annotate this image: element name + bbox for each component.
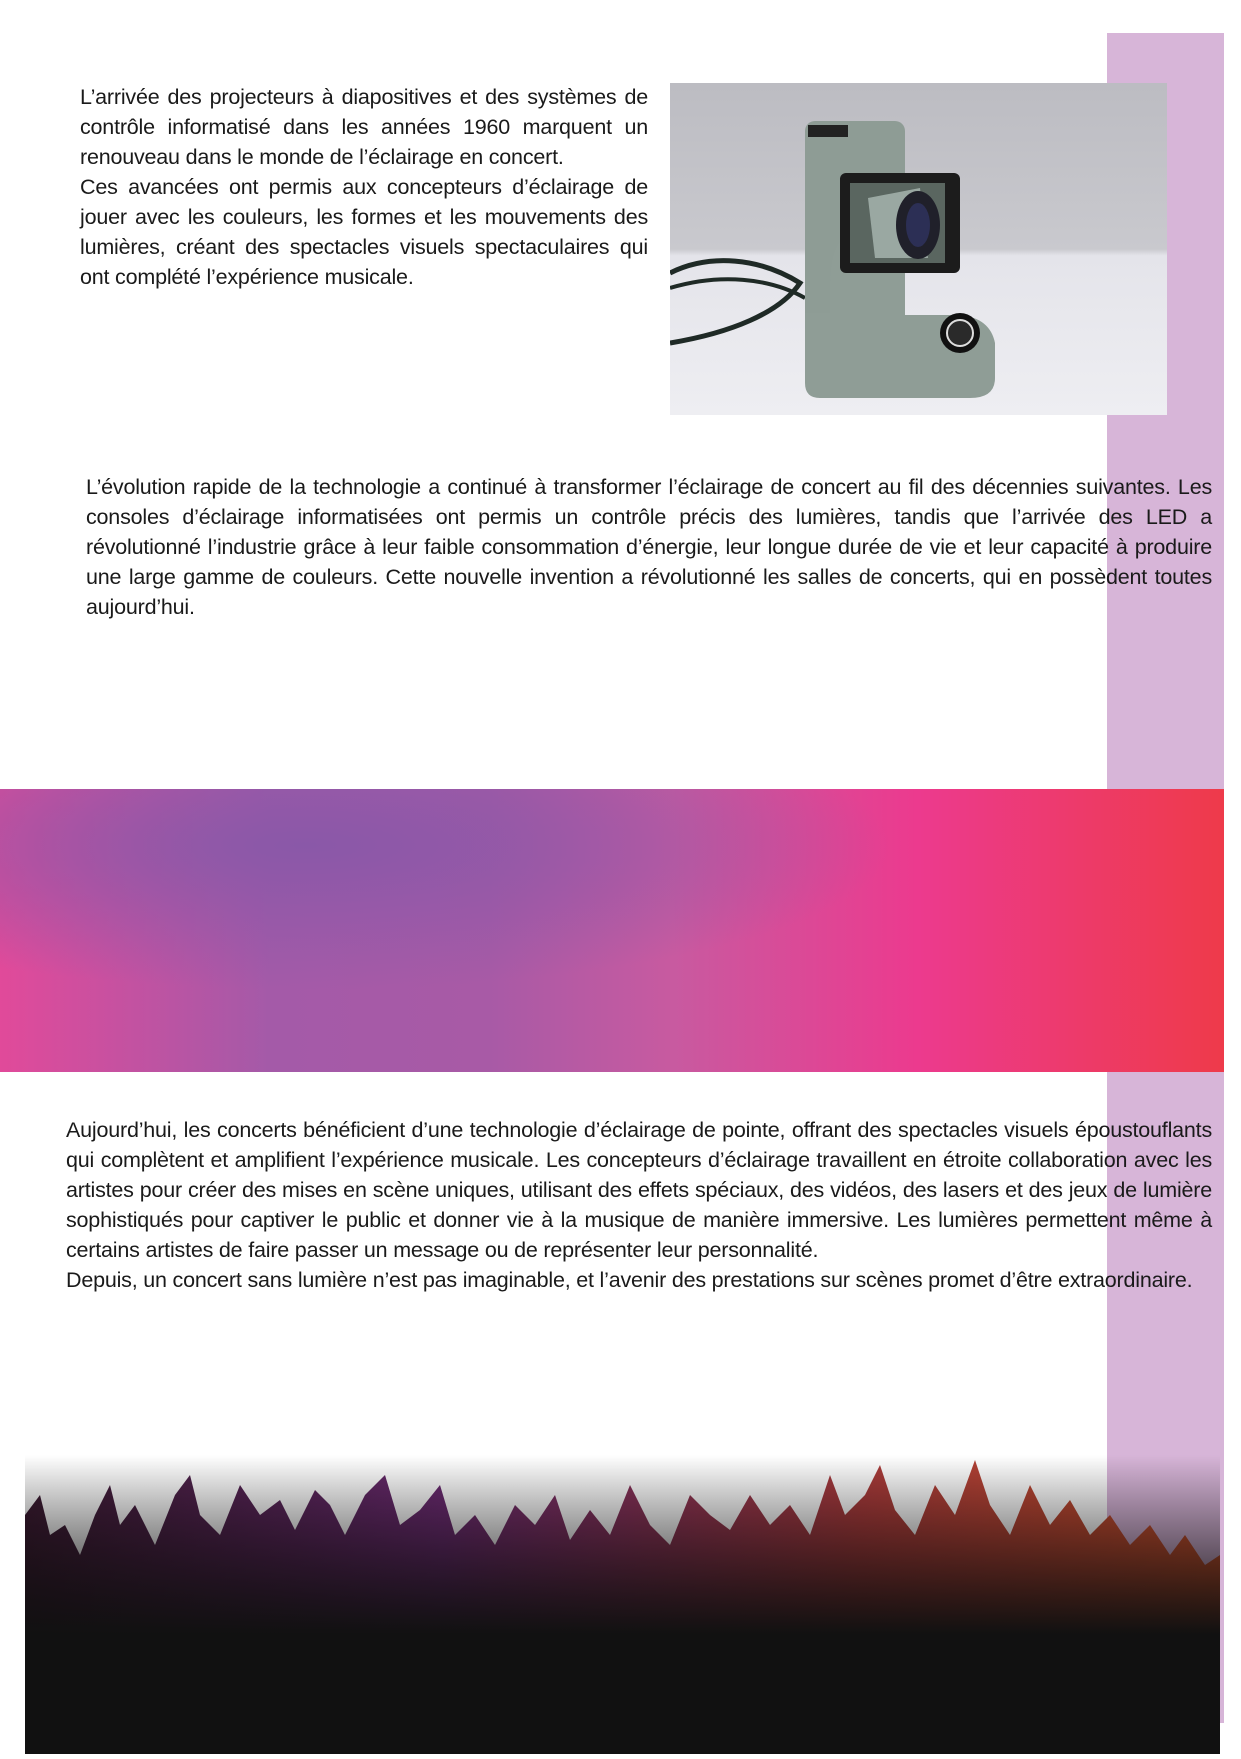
gradient-color-band — [0, 789, 1224, 1072]
modern-concerts-text-block — [66, 1115, 1212, 1295]
paragraph: Depuis, un concert sans lumière n’est pas imaginable, et l’avenir des prestations sur scènes promet d’être extraordinaire. — [66, 1268, 1193, 1292]
paragraph: L’arrivée des projecteurs à diapositives et des systèmes de contrôle informatisé dans les années 1960 marquent un renouveau dans le monde de l’éclairage en concert. — [80, 85, 648, 169]
intro-text-block — [80, 82, 648, 292]
paragraph: Ces avancées ont permis aux concepteurs d’éclairage de jouer avec les couleurs, les formes et les mouvements des lumières, créant des spectacles visuels spectaculaires qui ont complété l’expérience musicale. — [80, 175, 648, 289]
paragraph: L’évolution rapide de la technologie a continué à transformer l’éclairage de concert au fil des décennies suivantes. Les consoles d’éclairage informatisées ont permis un contrôle précis des lumières, tandis que l’arrivée des LED a révolutionné l’industrie grâce à leur faible consommation d’énergie, leur longue durée de vie et leur capacité à produire une large gamme de couleurs. Cette nouvelle invention a révolutionné les salles de concerts, qui en possèdent toutes aujourd’hui. — [86, 475, 1212, 619]
paragraph: Aujourd’hui, les concerts bénéficient d’une technologie d’éclairage de pointe, offrant des spectacles visuels époustouflants qui complètent et amplifient l’expérience musicale. Les concepteurs d’éclairage travaillent en étroite collaboration avec les artistes pour créer des mises en scène uniques, utilisant des effets spéciaux, des vidéos, des lasers et des jeux de lumière sophistiqués pour captiver le public et donner vie à la musique de manière immersive. Les lumières permettent même à certains artistes de faire passer un message ou de représenter leur personnalité. — [66, 1118, 1212, 1262]
led-evolution-text-block — [86, 472, 1212, 622]
slide-projector-photo — [670, 83, 1167, 415]
concert-crowd-silhouette — [25, 1455, 1220, 1754]
